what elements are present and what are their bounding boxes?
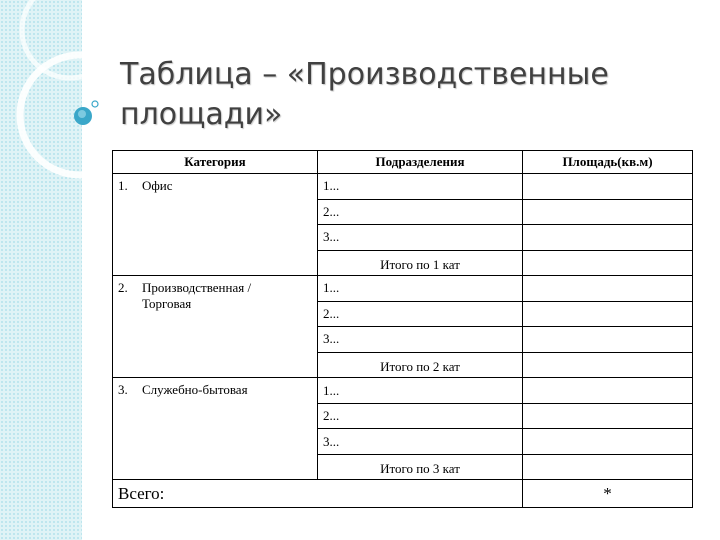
area-cell: [523, 174, 693, 200]
header-area: Площадь(кв.м): [523, 151, 693, 174]
grand-total-label: Всего:: [113, 480, 523, 508]
category-number: 1.: [118, 178, 128, 193]
subdivision-cell: 2...: [318, 199, 523, 225]
area-cell: [523, 378, 693, 404]
area-cell: [523, 403, 693, 429]
table-row: [113, 174, 693, 200]
category-cell-3: [113, 378, 318, 480]
category-cell-2: [113, 276, 318, 378]
subdivision-cell: 1...: [318, 378, 523, 404]
subtotal-label: Итого по 2 кат: [318, 352, 523, 378]
category-number: 2.: [118, 280, 128, 296]
subtotal-area-cell: [523, 250, 693, 276]
area-cell: [523, 301, 693, 327]
area-cell: [523, 276, 693, 302]
category-name: Производственная / Торговая: [142, 280, 252, 312]
subdivision-cell: 1...: [318, 174, 523, 200]
area-cell: [523, 225, 693, 251]
grand-total-value: *: [523, 480, 693, 508]
category-cell-1: [113, 174, 318, 276]
area-cell: [523, 327, 693, 353]
subtotal-area-cell: [523, 454, 693, 480]
grand-total-row: [113, 480, 693, 508]
production-areas-table: [112, 150, 693, 508]
table-row: [113, 276, 693, 302]
subtotal-area-cell: [523, 352, 693, 378]
category-name: Офис: [142, 178, 173, 193]
subtotal-label: Итого по 1 кат: [318, 250, 523, 276]
table-row: [113, 378, 693, 404]
subdivision-cell: 2...: [318, 301, 523, 327]
area-cell: [523, 199, 693, 225]
areas-table-container: [112, 150, 692, 508]
category-number: 3.: [118, 382, 128, 398]
category-name: Служебно-бытовая: [142, 382, 248, 398]
header-category: Категория: [113, 151, 318, 174]
table-header-row: [113, 151, 693, 174]
area-cell: [523, 429, 693, 455]
subdivision-cell: 2...: [318, 403, 523, 429]
subdivision-cell: 3...: [318, 327, 523, 353]
subdivision-cell: 3...: [318, 429, 523, 455]
subtotal-label: Итого по 3 кат: [318, 454, 523, 480]
subdivision-cell: 3...: [318, 225, 523, 251]
header-subdivisions: Подразделения: [318, 151, 523, 174]
page-title: Таблица – «Производственные площади»: [120, 57, 609, 132]
subdivision-cell: 1...: [318, 276, 523, 302]
